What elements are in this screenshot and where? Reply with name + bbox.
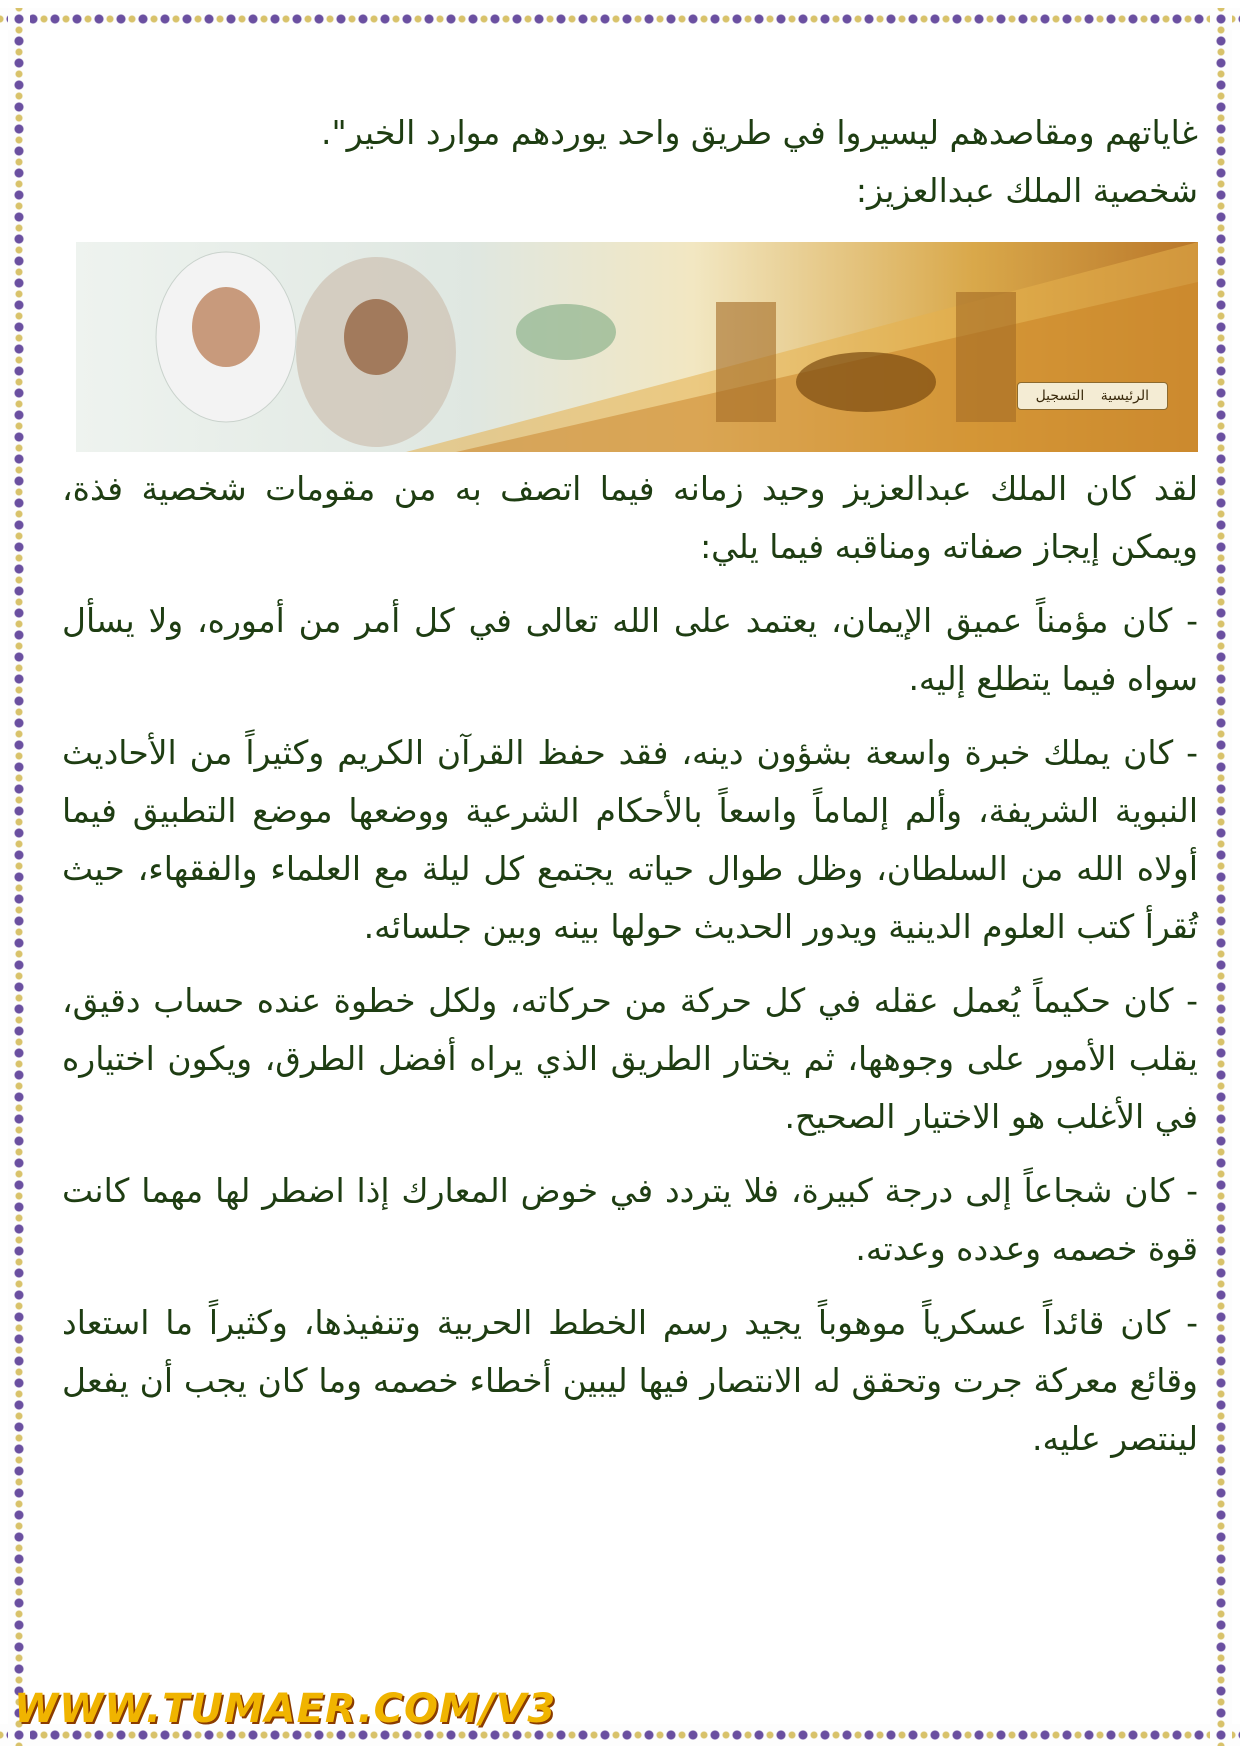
paragraph-military: - كان قائداً عسكرياً موهوباً يجيد رسم الخطط الحربية وتنفيذها، وكثيراً ما استعاد وقائع معركة جرت وتحقق له الانتصار فيها ليبين أخطاء خصمه وما كان يجب أن يفعل لينتصر عليه.	[62, 1303, 1198, 1458]
decorative-border-right	[1210, 8, 1232, 1746]
section-heading: شخصية الملك عبدالعزيز:	[855, 171, 1198, 210]
banner-image	[76, 242, 1198, 452]
paragraph-faith: - كان مؤمناً عميق الإيمان، يعتمد على الله تعالى في كل أمر من أموره، ولا يسأل سواه فيما يتطلع إليه.	[62, 601, 1198, 698]
site-watermark: WWW.TUMAER.COM/V3	[14, 1686, 557, 1732]
decorative-border-left	[8, 8, 30, 1746]
decorative-border-top	[0, 8, 1240, 30]
intro-line: غاياتهم ومقاصدهم ليسيروا في طريق واحد يوردهم موارد الخير".	[320, 113, 1198, 152]
paragraph-knowledge: - كان يملك خبرة واسعة بشؤون دينه، فقد حفظ القرآن الكريم وكثيراً من الأحاديث النبوية الشريفة، وألم إلماماً واسعاً بالأحكام الشرعية ووضعها موضع التطبيق فيما أولاه الله من السلطان، وظل طوال حياته يجتمع كل ليلة مع العلماء والفقهاء، حيث تُقرأ كتب العلوم الدينية ويدور الحديث حولها بينه وبين جلسائه.	[62, 733, 1198, 946]
banner-menu-register: التسجيل	[1035, 388, 1085, 404]
banner-menu-home: الرئيسية	[1100, 388, 1149, 404]
paragraph-courage: - كان شجاعاً إلى درجة كبيرة، فلا يتردد في خوض المعارك إذا اضطر لها مهما كانت قوة خصمه وعدده وعدته.	[62, 1171, 1198, 1268]
banner-artwork	[76, 242, 1198, 452]
document-body	[62, 104, 1198, 1484]
paragraph-intro: لقد كان الملك عبدالعزيز وحيد زمانه فيما اتصف به من مقومات شخصية فذة، ويمكن إيجاز صفاته ومناقبه فيما يلي:	[62, 469, 1198, 566]
paragraph-wisdom: - كان حكيماً يُعمل عقله في كل حركة من حركاته، ولكل خطوة عنده حساب دقيق، يقلب الأمور على وجوهها، ثم يختار الطريق الذي يراه أفضل الطرق، ويكون اختياره في الأغلب هو الاختيار الصحيح.	[62, 981, 1198, 1136]
banner-menu	[1017, 382, 1168, 410]
